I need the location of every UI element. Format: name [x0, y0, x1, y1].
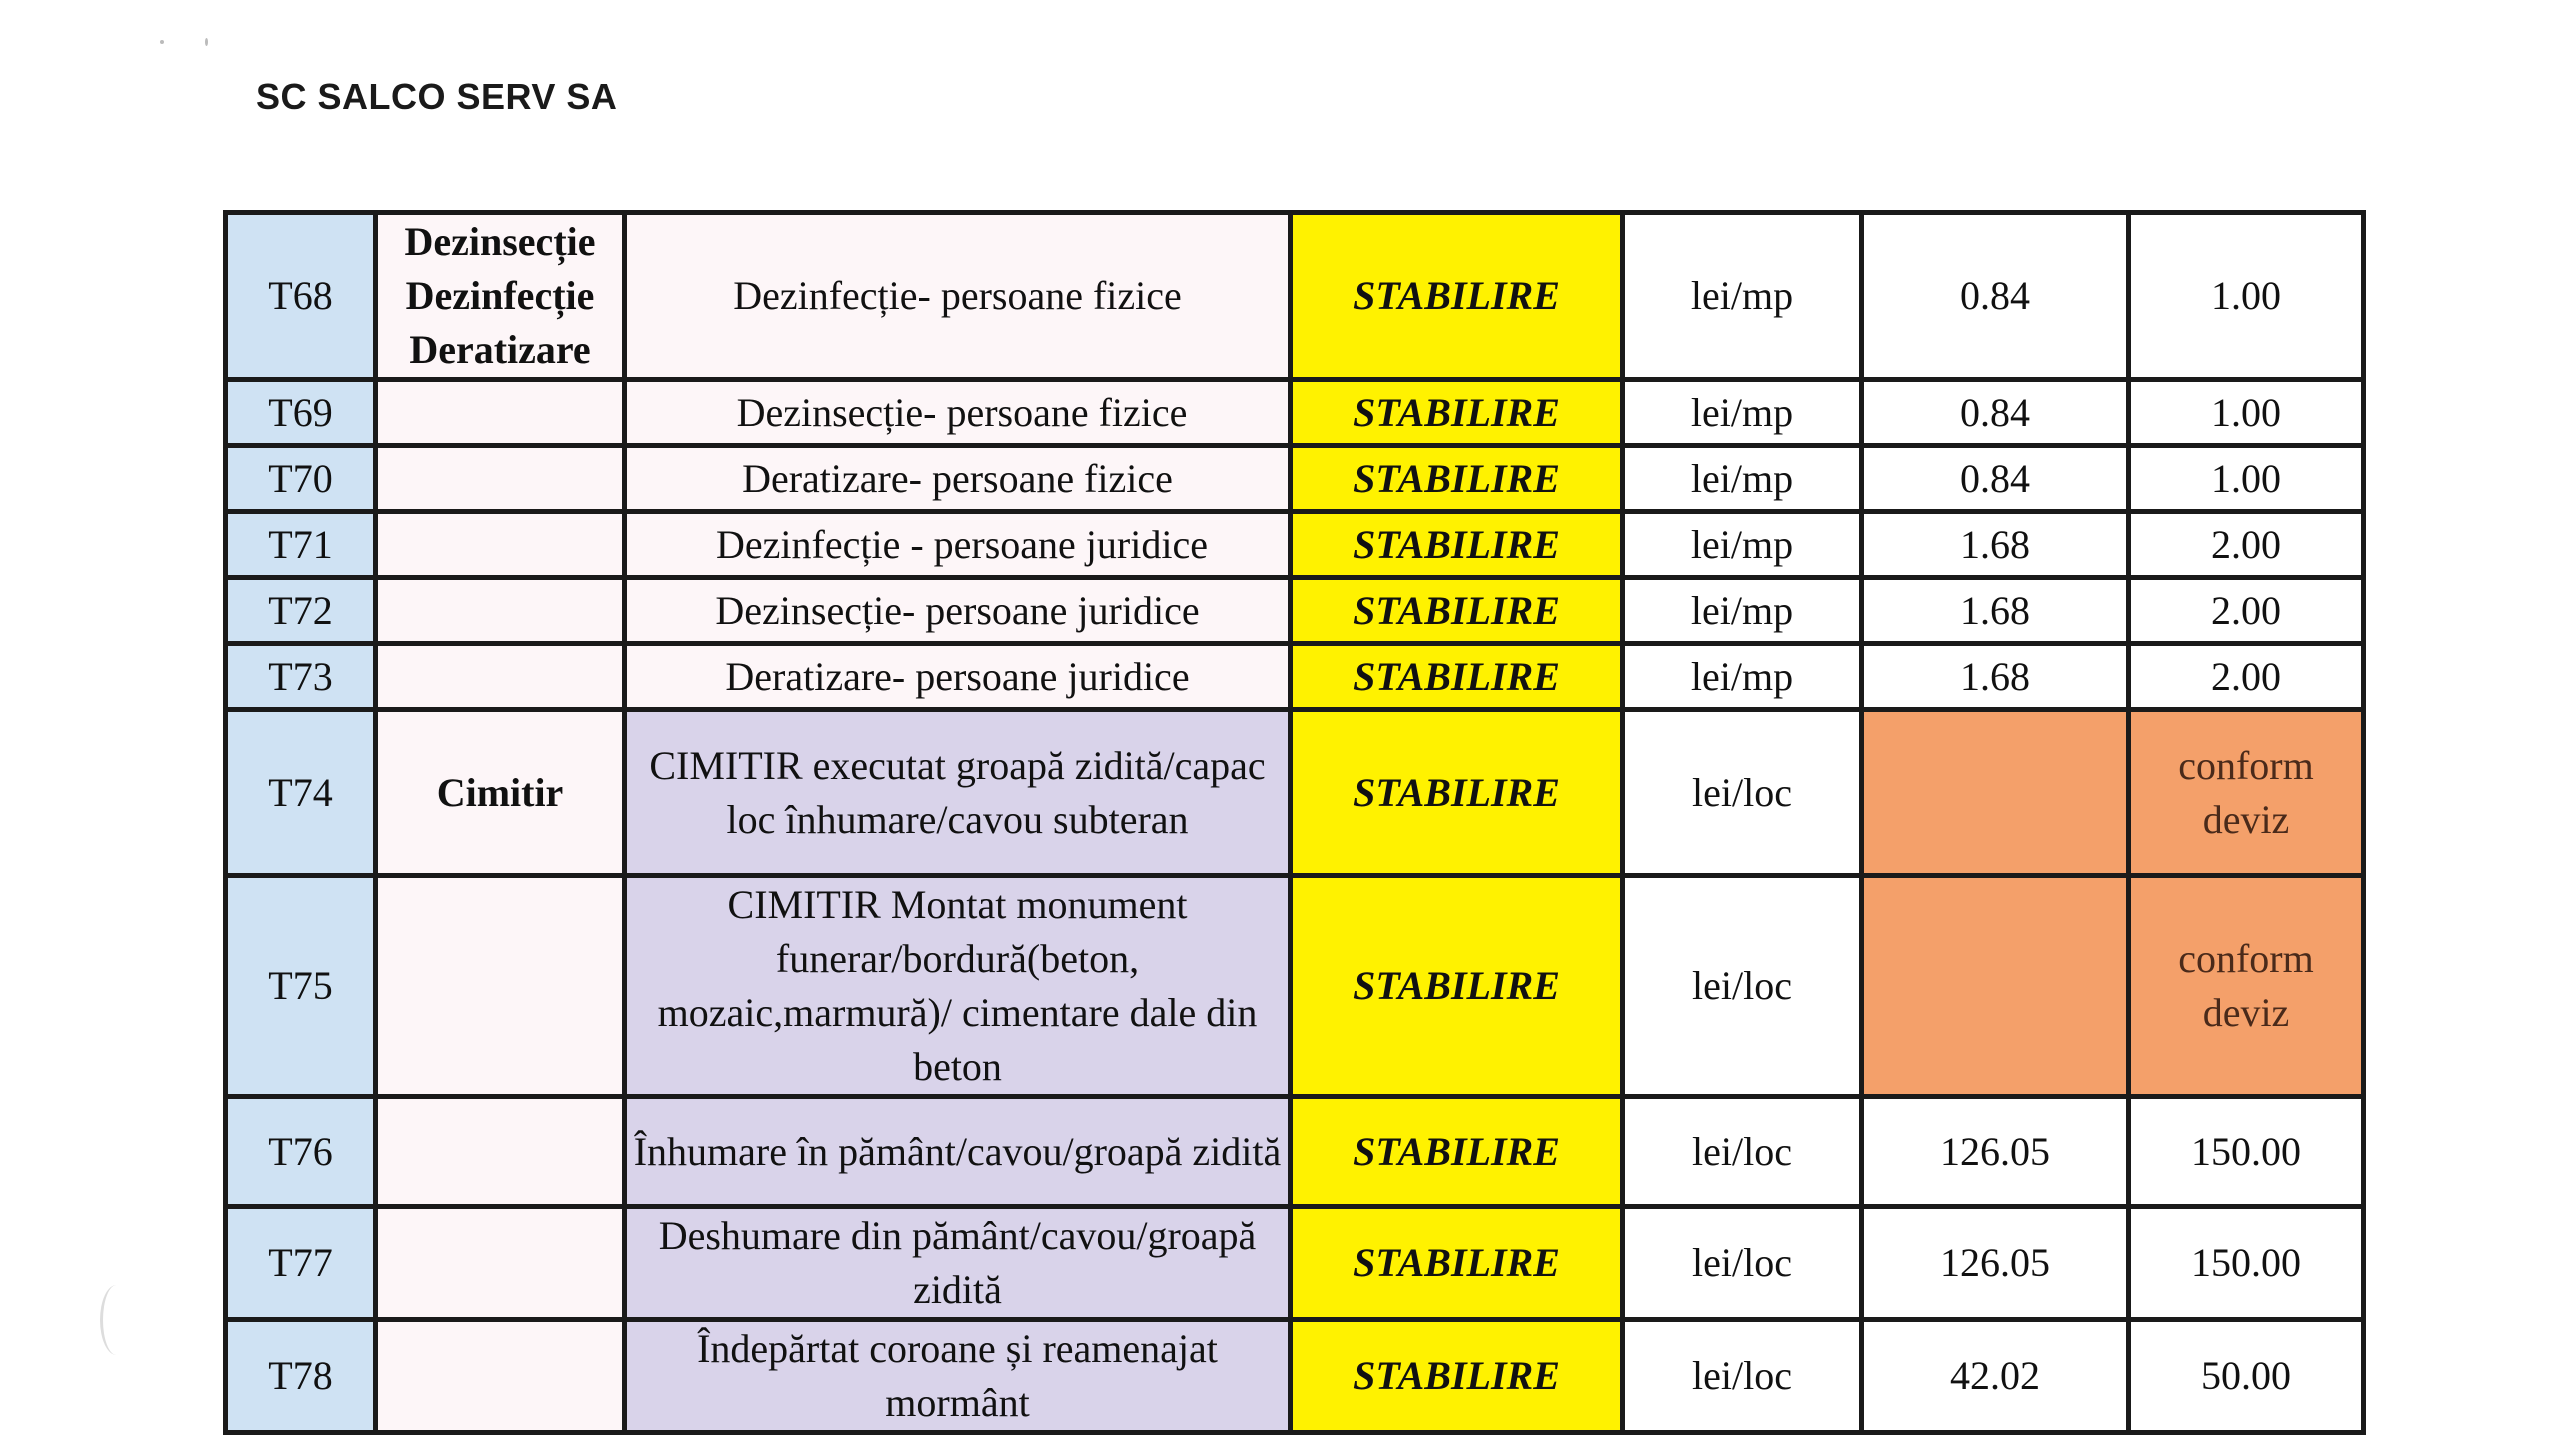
scan-speck — [205, 38, 208, 46]
price-total-cell: 1.00 — [2129, 446, 2364, 512]
price-total-cell: 150.00 — [2129, 1207, 2364, 1320]
service-description: Dezinfecție- persoane fizice — [625, 213, 1291, 380]
table-row — [226, 1320, 2364, 1433]
table-row — [226, 380, 2364, 446]
price-total-cell: conform deviz — [2129, 876, 2364, 1097]
service-description: Deshumare din pământ/cavou/groapă zidită — [625, 1207, 1291, 1320]
service-category — [376, 380, 625, 446]
unit-cell: lei/loc — [1623, 710, 1862, 876]
unit-cell: lei/mp — [1623, 446, 1862, 512]
service-description: Dezinsecție- persoane fizice — [625, 380, 1291, 446]
unit-cell: lei/loc — [1623, 1207, 1862, 1320]
table-row — [226, 213, 2364, 380]
service-category — [376, 578, 625, 644]
unit-cell: lei/loc — [1623, 1097, 1862, 1207]
price-total-cell: 2.00 — [2129, 644, 2364, 710]
tariff-code: T68 — [226, 213, 376, 380]
tariff-code: T78 — [226, 1320, 376, 1433]
service-category: Cimitir — [376, 710, 625, 876]
tariff-code: T70 — [226, 446, 376, 512]
unit-cell: lei/loc — [1623, 1320, 1862, 1433]
service-description: Înhumare în pământ/cavou/groapă zidită — [625, 1097, 1291, 1207]
price-cell: 1.68 — [1862, 512, 2129, 578]
price-cell: 0.84 — [1862, 446, 2129, 512]
price-total-cell: 1.00 — [2129, 380, 2364, 446]
price-total-cell: 150.00 — [2129, 1097, 2364, 1207]
service-category — [376, 1097, 625, 1207]
service-description: CIMITIR executat groapă zidită/capac loc înhumare/cavou subteran — [625, 710, 1291, 876]
price-cell: 1.68 — [1862, 578, 2129, 644]
price-total-cell: 1.00 — [2129, 213, 2364, 380]
status-cell: STABILIRE — [1291, 1320, 1623, 1433]
price-total-cell: conform deviz — [2129, 710, 2364, 876]
table-row — [226, 578, 2364, 644]
price-cell: 0.84 — [1862, 213, 2129, 380]
price-cell: 0.84 — [1862, 380, 2129, 446]
price-total-cell: 2.00 — [2129, 512, 2364, 578]
status-cell: STABILIRE — [1291, 1207, 1623, 1320]
table-row — [226, 446, 2364, 512]
company-name: SC SALCO SERV SA — [256, 76, 618, 117]
status-cell: STABILIRE — [1291, 380, 1623, 446]
unit-cell: lei/mp — [1623, 380, 1862, 446]
table-row — [226, 876, 2364, 1097]
unit-cell: lei/mp — [1623, 512, 1862, 578]
unit-cell: lei/loc — [1623, 876, 1862, 1097]
service-category — [376, 644, 625, 710]
scan-speck — [160, 40, 164, 44]
service-category — [376, 876, 625, 1097]
tariff-code: T76 — [226, 1097, 376, 1207]
service-description: Deratizare- persoane juridice — [625, 644, 1291, 710]
table-row — [226, 644, 2364, 710]
service-description: Dezinsecție- persoane juridice — [625, 578, 1291, 644]
price-cell — [1862, 710, 2129, 876]
status-cell: STABILIRE — [1291, 578, 1623, 644]
service-category — [376, 512, 625, 578]
table-row — [226, 512, 2364, 578]
tariff-code: T71 — [226, 512, 376, 578]
table-row — [226, 710, 2364, 876]
price-cell: 42.02 — [1862, 1320, 2129, 1433]
status-cell: STABILIRE — [1291, 710, 1623, 876]
unit-cell: lei/mp — [1623, 578, 1862, 644]
status-cell: STABILIRE — [1291, 644, 1623, 710]
unit-cell: lei/mp — [1623, 213, 1862, 380]
service-category — [376, 446, 625, 512]
service-description: Deratizare- persoane fizice — [625, 446, 1291, 512]
scan-mark — [100, 1285, 133, 1355]
service-category — [376, 1207, 625, 1320]
tariff-table — [223, 210, 2366, 1435]
price-cell: 126.05 — [1862, 1097, 2129, 1207]
status-cell: STABILIRE — [1291, 213, 1623, 380]
status-cell: STABILIRE — [1291, 446, 1623, 512]
table-row — [226, 1097, 2364, 1207]
unit-cell: lei/mp — [1623, 644, 1862, 710]
price-cell — [1862, 876, 2129, 1097]
service-category: Dezinsecție Dezinfecție Deratizare — [376, 213, 625, 380]
service-description: CIMITIR Montat monument funerar/bordură(beton, mozaic,marmură)/ cimentare dale din beton — [625, 876, 1291, 1097]
service-category — [376, 1320, 625, 1433]
price-total-cell: 50.00 — [2129, 1320, 2364, 1433]
service-description: Îndepărtat coroane și reamenajat mormânt — [625, 1320, 1291, 1433]
tariff-code: T75 — [226, 876, 376, 1097]
table-row — [226, 1207, 2364, 1320]
tariff-code: T72 — [226, 578, 376, 644]
status-cell: STABILIRE — [1291, 512, 1623, 578]
status-cell: STABILIRE — [1291, 1097, 1623, 1207]
tariff-code: T69 — [226, 380, 376, 446]
status-cell: STABILIRE — [1291, 876, 1623, 1097]
tariff-code: T77 — [226, 1207, 376, 1320]
price-cell: 126.05 — [1862, 1207, 2129, 1320]
tariff-code: T74 — [226, 710, 376, 876]
price-cell: 1.68 — [1862, 644, 2129, 710]
service-description: Dezinfecție - persoane juridice — [625, 512, 1291, 578]
price-total-cell: 2.00 — [2129, 578, 2364, 644]
tariff-code: T73 — [226, 644, 376, 710]
